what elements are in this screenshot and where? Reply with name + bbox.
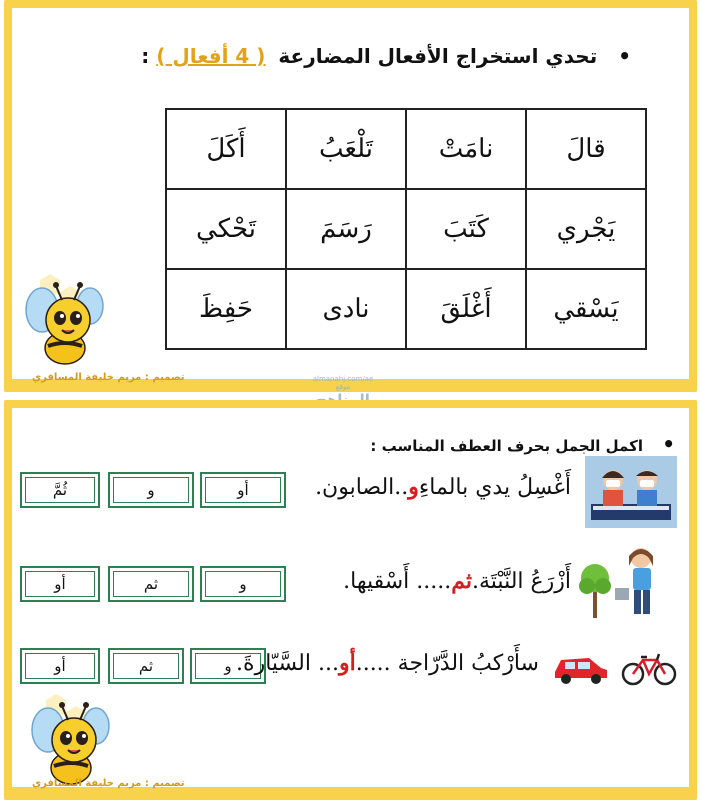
- title-colon: :: [141, 44, 150, 68]
- title-highlight: ( 4 أفعال ): [156, 44, 266, 68]
- grid-cell[interactable]: نادى: [286, 269, 406, 349]
- sentence: [236, 650, 539, 676]
- exercise-row-1: [20, 460, 681, 520]
- bee-mascot-icon: [26, 690, 116, 790]
- grid-cell[interactable]: يَجْري: [526, 189, 646, 269]
- option-button[interactable]: و: [190, 648, 266, 684]
- bicycle-icon: [621, 650, 677, 686]
- grid-cell[interactable]: يَسْقي: [526, 269, 646, 349]
- verbs-grid: [165, 108, 647, 350]
- kids-washing-hands-icon: [585, 456, 677, 528]
- sentence-start: أَغْسِلُ يدي بالماءِ: [418, 475, 571, 500]
- option-button[interactable]: ثم: [108, 648, 184, 684]
- grid-row: [166, 189, 646, 269]
- option-button[interactable]: و: [108, 472, 194, 508]
- sentence-start: أَزْرَعُ النَّبْتَة.: [472, 569, 571, 594]
- slide-title: [370, 432, 675, 456]
- sentence-end: ... السَّيّارةَ.: [236, 651, 339, 676]
- grid-cell[interactable]: كَتَبَ: [406, 189, 526, 269]
- bullet: •: [618, 44, 631, 68]
- car-icon: [551, 650, 611, 686]
- grid-cell[interactable]: تَلْعَبُ: [286, 109, 406, 189]
- exercise-row-3: [20, 636, 681, 696]
- designer-credit: تصميم : مريم خليفة المسافري: [32, 778, 185, 789]
- answer-word: و: [408, 474, 419, 500]
- girl-watering-plant-icon: [579, 544, 671, 624]
- title-text: اكمل الجمل بحرف العطف المناسب :: [370, 437, 643, 455]
- slide-verbs-challenge: [4, 0, 697, 392]
- grid-row: [166, 269, 646, 349]
- sentence: [315, 474, 571, 500]
- watermark-line1: موقع: [335, 383, 351, 391]
- title-text: تحدي استخراج الأفعال المضارعة: [278, 44, 598, 68]
- slide-content: [12, 8, 689, 383]
- grid-cell[interactable]: تَحْكي: [166, 189, 286, 269]
- answer-word: أو: [338, 650, 356, 676]
- bullet: •: [662, 432, 675, 456]
- grid-cell[interactable]: نامَتْ: [406, 109, 526, 189]
- option-button[interactable]: أو: [20, 648, 100, 684]
- sentence: [343, 568, 571, 594]
- option-button[interactable]: أو: [200, 472, 286, 508]
- grid-cell[interactable]: أَكَلَ: [166, 109, 286, 189]
- option-button[interactable]: و: [200, 566, 286, 602]
- grid-cell[interactable]: أَغْلَقَ: [406, 269, 526, 349]
- sentence-end: ..الصابون.: [315, 475, 409, 500]
- grid-cell[interactable]: قالَ: [526, 109, 646, 189]
- designer-credit: تصميم : مريم خليفة المسافري: [32, 372, 185, 383]
- watermark-site: almanahj.com/ae: [312, 375, 374, 383]
- grid-cell[interactable]: حَفِظَ: [166, 269, 286, 349]
- answer-word: ثم: [451, 568, 472, 594]
- exercise-row-2: [20, 554, 681, 614]
- slide-conjunctions: [4, 400, 697, 800]
- sentence-start: سأَرْكبُ الدَّرّاجة .....: [355, 651, 539, 676]
- slide-title: [141, 44, 631, 68]
- grid-cell[interactable]: رَسَمَ: [286, 189, 406, 269]
- slide-content: [12, 408, 689, 787]
- option-button[interactable]: أو: [20, 566, 100, 602]
- option-button[interactable]: ثُمَّ: [20, 472, 100, 508]
- grid-row: [166, 109, 646, 189]
- bee-mascot-icon: [20, 270, 110, 370]
- sentence-end: ..... أَسْقيها.: [343, 569, 452, 594]
- option-button[interactable]: ثم: [108, 566, 194, 602]
